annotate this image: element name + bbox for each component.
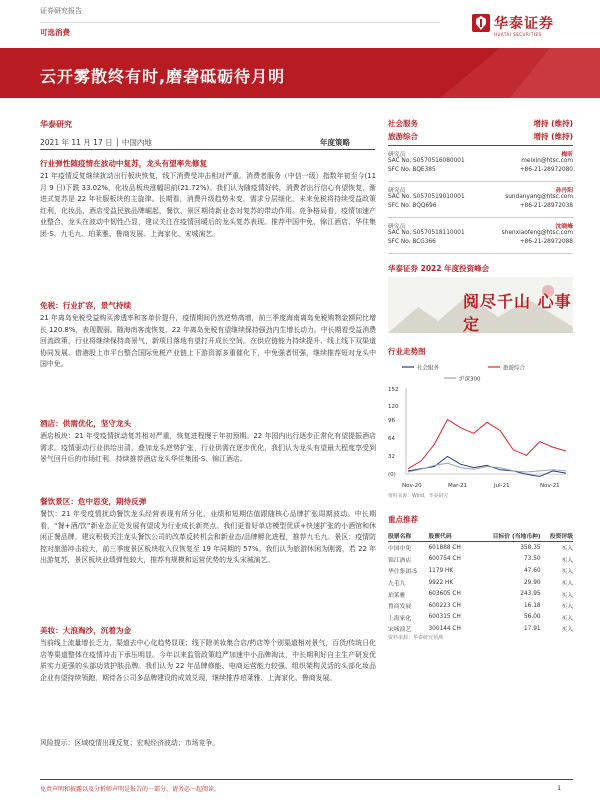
analyst-role: 研究员 xyxy=(388,152,406,158)
table-row xyxy=(388,588,573,600)
trend-series-line-1 xyxy=(408,420,566,469)
risk-warning: 风险提示：区域疫情出现反复；宏观经济波动；市场竞争。 xyxy=(40,739,220,747)
legend-label-csi300: 沪深300 xyxy=(459,376,481,383)
logo-text-en: HUATAI SECURITIES xyxy=(494,32,542,37)
doc-type-label: 证券研究报告 xyxy=(40,7,82,15)
logo-mark-icon xyxy=(472,14,490,32)
stock-code: 300144 CH xyxy=(428,625,461,632)
table-row xyxy=(388,623,573,635)
rating-value: 增持 (维持) xyxy=(533,132,573,141)
investment-rating: 买入 xyxy=(561,615,573,622)
stock-code: 600754 CH xyxy=(428,556,461,563)
stock-code: 603605 CH xyxy=(428,591,461,598)
y-tick-label: 120 xyxy=(388,404,399,410)
page-number: 1 xyxy=(557,784,562,792)
meta-divider xyxy=(40,149,375,150)
investment-rating: 买入 xyxy=(561,557,573,564)
analyst-phone: +86-21-28972088 xyxy=(519,239,573,245)
report-date: 2021 年 11 月 17 日 │ 中国内地 xyxy=(40,138,152,147)
stock-code: 600223 CH xyxy=(428,602,461,609)
recommendation-table xyxy=(388,530,573,635)
analyst-role: 研究员 xyxy=(388,188,406,194)
stock-code: 600315 CH xyxy=(428,614,461,621)
y-tick-label: 32 xyxy=(388,454,395,460)
stock-name: 上海家化 xyxy=(388,615,412,622)
footer-divider xyxy=(40,779,573,780)
section-heading-cosmetics: 美妆：大浪淘沙，沉着为金 xyxy=(40,626,132,635)
stock-name: 中国中免 xyxy=(388,546,412,553)
legend-label-tourism: 旅游综合 xyxy=(503,365,526,372)
banner-decoration-icon xyxy=(380,48,600,98)
analyst-card xyxy=(388,221,573,254)
table-row xyxy=(388,612,573,624)
trend-chart-svg xyxy=(388,360,573,500)
column-header: 目标价 (当地币种) xyxy=(474,530,541,542)
section-tag: 可选消费 xyxy=(40,28,70,37)
x-tick-label: Mar-21 xyxy=(448,483,468,489)
analyst-sac: SAC No. S0570518110001 xyxy=(388,230,465,236)
x-tick-label: Nov-21 xyxy=(540,483,560,489)
stock-code: 1179 HK xyxy=(428,567,454,574)
trend-chart xyxy=(388,360,573,500)
stock-code: 9922 HK xyxy=(428,579,454,586)
y-tick-label: 64 xyxy=(388,436,395,442)
investment-rating: 买入 xyxy=(561,546,573,553)
analyst-card xyxy=(388,185,573,218)
report-type: 年度策略 xyxy=(320,138,350,147)
ratings-panel xyxy=(388,118,573,254)
investment-rating: 买入 xyxy=(561,592,573,599)
analyst-email: shenxiaofeng@htsc.com xyxy=(501,230,573,236)
table-row xyxy=(388,577,573,589)
target-price: 73.50 xyxy=(523,556,541,563)
section-body-duty-free: 21 年离岛免税受益购买渗透率和客单价提升，疫情期间仍然逆势高增，前三季度海南离岛免税购物金额同比增长 120.8%，表现靓丽。随海南客流恢复，22 年离岛免税有望继续保持强劲内生增长动力。中长期看受益消费回流政策，行业将继续保持高景气，新项目落地有望打开成长空间。在供应链能力持续提升、线上线下双渠道协同发展、借港股上市平台整合国际免税产业链上下游资源多重催化下，中免强者恒强，继续推荐短对龙头中国中免。 xyxy=(40,314,376,369)
ratings-divider xyxy=(388,145,573,146)
investment-rating: 买入 xyxy=(561,581,573,588)
table-row xyxy=(388,554,573,566)
investment-rating: 买入 xyxy=(561,627,573,634)
logo-text-cn: 华泰证券 xyxy=(494,16,554,32)
analyst-name: 梅昕 xyxy=(561,152,573,158)
stock-table-source: 资料来源：华泰研究预测 xyxy=(388,635,444,641)
target-price: 358.35 xyxy=(520,544,541,551)
section-body-catering: 餐饮：21 年受疫情扰动餐饮龙头经营表现有所分化，业绩和短期估值跟随核心品牌扩张周期波动。中长期看，“餐+酒/饮”新业态正处发展有望成为行业成长新亮点。我们更看好单店模型优质+快速扩张的小酒馆和休闲正餐品牌，建议积极关注龙头餐饮公司的改革反转机会和新业态/品牌孵化进程，推荐九毛九。景区：疫情防控对旅游冲击较大，前三季度景区板块收入仅恢复至 19 年同期的 57%。我们认为旅游休闲为刚需，若 22 年出游复苏，景区板块业绩弹性较大，推荐有规模和运营优势的龙头宋城演艺。 xyxy=(40,510,376,565)
x-tick-label: Jul-21 xyxy=(494,483,510,489)
table-header-row xyxy=(388,530,573,542)
rating-value: 增持 (维持) xyxy=(533,119,573,128)
header-divider xyxy=(40,22,440,23)
stock-name: 珀莱雅 xyxy=(388,592,406,599)
analyst-card xyxy=(388,149,573,182)
report-title: 云开雾散终有时,磨砻砥砺待月明 xyxy=(40,67,286,86)
analyst-sac: SAC No. S0570519010001 xyxy=(388,194,465,200)
promo-art-text: 阅尽千山 心事定 xyxy=(463,292,572,333)
section-heading-duty-free: 免税：行业扩容，景气持续 xyxy=(40,301,132,310)
investment-rating: 买入 xyxy=(561,604,573,611)
summit-promo-banner[interactable] xyxy=(388,277,573,333)
target-price: 56.00 xyxy=(523,614,541,621)
section-heading-overview: 行业弹性随疫情在波动中复苏，龙头有望率先修复 xyxy=(40,159,208,168)
legend-label-social-services: 社会服务 xyxy=(417,365,440,372)
stock-name: 锦江酒店 xyxy=(388,557,412,564)
stock-code: 601888 CH xyxy=(428,544,461,551)
target-price: 29.90 xyxy=(523,579,541,586)
section-body-overview: 21 年疫情反复继续扰动出行板块恢复，线下消费受冲击相对严重。消费者服务（中信一级）指数年初至今(11 月 9 日)下跌 33.02%，化妆品板块涨幅居前(21.72%)。我们认为随疫情好转，消费者出行信心有望恢复，渐进式复苏是 22 年社服板块的主旋律。长期看，消费升级趋势未变，需求分层细化，未来免税将持续受益政策红利，化妆品、酒店受益民族品牌崛起，餐饮、景区期待新业态对复苏的带动作用。竞争格局看，疫情加速产业整合，龙头在波动中韧性凸显，建议关注在疫情回暖后的龙头复苏表现。推荐中国中免、锦江酒店、华住集团-S、九毛九、珀莱雅、鲁商发展、上海家化、宋城演艺。 xyxy=(40,172,376,238)
stock-table-title: 重点推荐 xyxy=(388,515,418,524)
analyst-name: 沈晓峰 xyxy=(555,224,573,230)
stock-name: 九毛九 xyxy=(388,581,406,588)
research-org: 华泰研究 xyxy=(40,120,72,129)
trend-chart-source: 资料来源：Wind，华泰研究 xyxy=(388,494,449,499)
section-body-hotel: 酒店板块：21 年受疫情扰动复苏相对严重，恢复进程慢于年初预期。22 年国内出行逐步正常化有望提振酒店需求。疫情驱动行业供给出清，叠加龙头逆势扩张，行业供需在逐步优化，我们认为龙头有望最大程度享受到景气回升后的市场红利，持续推荐酒店龙头华住集团-S、锦江酒店。 xyxy=(40,432,376,464)
column-header: 投资评级 xyxy=(541,530,573,542)
promo-title: 华泰证券 2022 年度投资峰会 xyxy=(388,264,490,273)
x-tick-label: Nov-20 xyxy=(402,483,422,489)
analyst-sfc: SFC No. BQQ696 xyxy=(388,203,437,209)
analyst-email: sundanyang@htsc.com xyxy=(505,194,573,200)
footer-disclaimer[interactable]: 免责声明和披露以及分析师声明是报告的一部分，请务必一起阅读。 xyxy=(40,786,221,793)
target-price: 17.91 xyxy=(523,625,541,632)
section-body-cosmetics: 当前线上流量增长乏力，渠道去中心化趋势显现；线下除美妆集合店/药店等个别渠道相对景气，百货/传统日化店等渠道整体在疫情冲击下承压明显。今年以来监管政策趋严加速中小品牌淘汰，中长期利好自主生产研发优质实力更强的头部功效护肤品牌。我们认为 22 年品牌修能、电商运营能力较强、组织架构灵活的头部化妆品企业有望持续领跑，期待各公司多品牌建设的成效兑现，继续推荐珀莱雅、上海家化、鲁商发展。 xyxy=(40,639,376,682)
y-tick-label: 96 xyxy=(388,418,395,424)
y-tick-label: (0) xyxy=(388,472,396,478)
section-heading-catering: 餐饮景区：危中思变，期待反弹 xyxy=(40,497,147,506)
analyst-role: 研究员 xyxy=(388,224,406,230)
analyst-sac: SAC No. S0570516080001 xyxy=(388,158,465,164)
table-row xyxy=(388,542,573,554)
stock-name: 宋城演艺 xyxy=(388,627,412,634)
analyst-name: 孙丹阳 xyxy=(555,188,573,194)
trend-chart-title: 行业走势图 xyxy=(388,347,426,356)
y-tick-label: 152 xyxy=(388,387,399,393)
analyst-phone: +86-21-28972080 xyxy=(519,167,573,173)
analyst-sfc: SFC No. BQE385 xyxy=(388,167,436,173)
rating-row xyxy=(388,131,573,144)
analyst-phone: +86-21-28972038 xyxy=(519,203,573,209)
target-price: 243.95 xyxy=(520,591,541,598)
table-row xyxy=(388,600,573,612)
analyst-email: meixin@htsc.com xyxy=(521,158,573,164)
huatai-logo xyxy=(472,12,567,48)
analyst-sfc: SFC No. BCG366 xyxy=(388,239,436,245)
trend-series-line-2 xyxy=(408,463,566,472)
investment-rating: 买入 xyxy=(561,569,573,576)
stock-name: 鲁商发展 xyxy=(388,604,412,611)
rating-industry: 旅游综合 xyxy=(388,132,418,141)
section-heading-hotel: 酒店：供需优化，坚守龙头 xyxy=(40,419,132,428)
stock-name: 华住集团-S xyxy=(388,569,417,576)
rating-row xyxy=(388,118,573,131)
target-price: 47.60 xyxy=(523,567,541,574)
rating-industry: 社会服务 xyxy=(388,119,418,128)
column-header: 股票代码 xyxy=(428,530,473,542)
target-price: 16.18 xyxy=(523,602,541,609)
column-header: 股票名称 xyxy=(388,530,428,542)
table-row xyxy=(388,565,573,577)
